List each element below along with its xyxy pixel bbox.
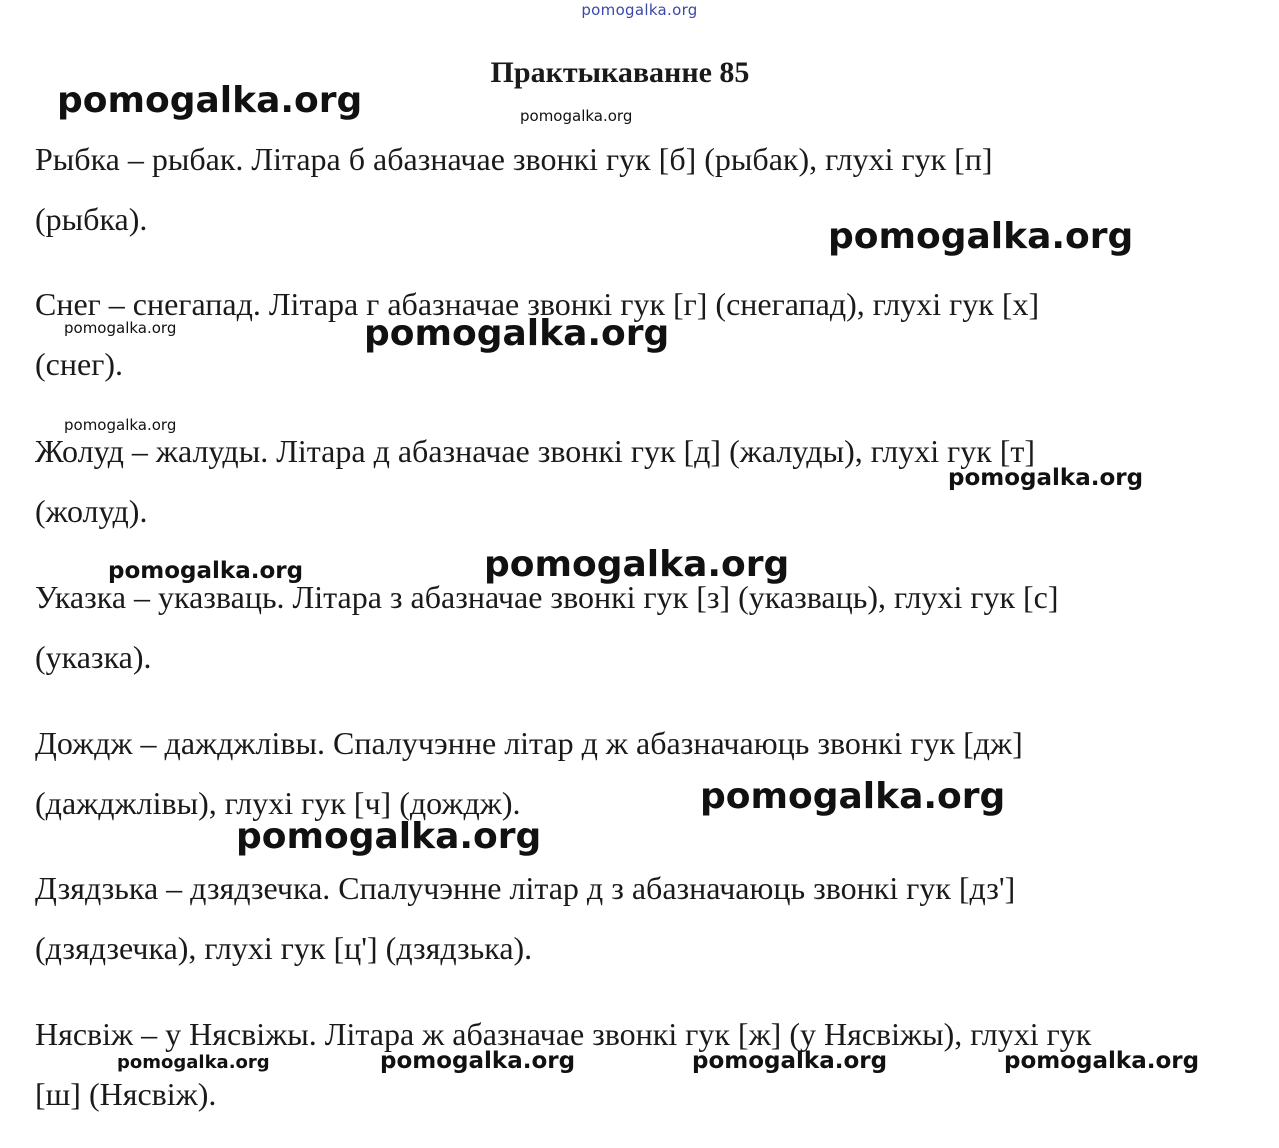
watermark: pomogalka.org [1004, 1048, 1200, 1074]
paragraph-5 [35, 713, 1235, 833]
watermark: pomogalka.org [692, 1048, 888, 1074]
paragraph-line: (жолуд). [35, 493, 148, 529]
top-site-watermark: pomogalka.org [581, 1, 698, 19]
paragraph-line: Дождж – дажджлівы. Спалучэнне літар д ж абазначаюць звонкі гук [дж] [35, 725, 1023, 761]
page-title: Практыкаванне 85 [490, 56, 750, 89]
watermark: pomogalka.org [64, 319, 177, 337]
watermark: pomogalka.org [380, 1048, 576, 1074]
paragraph-4 [35, 567, 1235, 687]
paragraph-line: (снег). [35, 346, 123, 382]
paragraph-line: (дзядзечка), глухі гук [ц'] (дзядзька). [35, 930, 533, 966]
watermark: pomogalka.org [108, 558, 304, 584]
watermark: pomogalka.org [364, 313, 670, 354]
watermark: pomogalka.org [117, 1052, 270, 1073]
paragraph-line: Рыбка – рыбак. Літара б абазначае звонкі гук [б] (рыбак), глухі гук [п] [35, 141, 993, 177]
paragraph-line: Нясвіж – у Нясвіжы. Літара ж абазначае звонкі гук [ж] (у Нясвіжы), глухі гук [35, 1016, 1092, 1052]
watermark: pomogalka.org [64, 416, 177, 434]
watermark: pomogalka.org [484, 544, 790, 585]
watermark: pomogalka.org [236, 816, 542, 857]
paragraph-line: [ш] (Нясвіж). [35, 1076, 217, 1112]
paragraph-line: (рыбка). [35, 201, 148, 237]
watermark: pomogalka.org [520, 107, 633, 125]
paragraph-line: Снег – снегапад. Літара г абазначае звонкі гук [г] (снегапад), глухі гук [х] [35, 286, 1040, 322]
watermark: pomogalka.org [948, 465, 1144, 491]
watermark: pomogalka.org [57, 80, 363, 121]
paragraph-line: Указка – указваць. Літара з абазначае звонкі гук [з] (указваць), глухі гук [с] [35, 579, 1059, 615]
paragraph-line: Дзядзька – дзядзечка. Спалучэнне літар д з абазначаюць звонкі гук [дз'] [35, 870, 1016, 906]
paragraph-line: (указка). [35, 639, 152, 675]
watermark: pomogalka.org [700, 776, 1006, 817]
paragraph-6 [35, 858, 1235, 978]
paragraph-line: Жолуд – жалуды. Літара д абазначае звонкі гук [д] (жалуды), глухі гук [т] [35, 433, 1036, 469]
paragraph-line: (дажджлівы), глухі гук [ч] (дождж). [35, 785, 521, 821]
watermark: pomogalka.org [828, 216, 1134, 257]
